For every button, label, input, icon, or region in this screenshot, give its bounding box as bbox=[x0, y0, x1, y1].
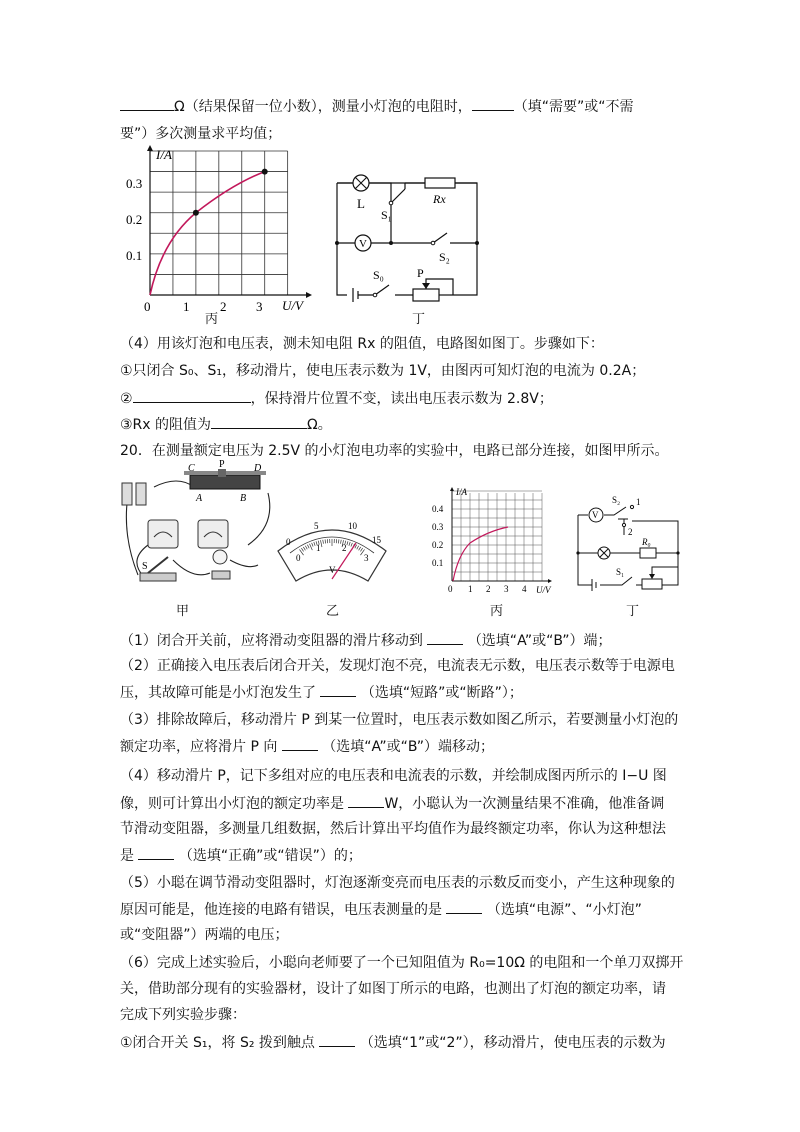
x-axis-label: U/V bbox=[536, 585, 551, 595]
y-axis-arrow bbox=[147, 145, 153, 151]
caption-bing2: 丙 bbox=[490, 604, 504, 619]
answer-blank[interactable] bbox=[348, 793, 384, 808]
resistor-r0 bbox=[640, 548, 656, 558]
q20-p5d: 或“变阻器”）两端的电压； bbox=[120, 927, 289, 943]
voltmeter-dial-yi bbox=[272, 515, 392, 595]
answer-blank[interactable] bbox=[282, 736, 318, 751]
y-tick-label: 0.2 bbox=[126, 212, 143, 227]
rheostat bbox=[642, 579, 662, 589]
slider-p bbox=[218, 469, 226, 477]
answer-blank[interactable] bbox=[211, 414, 307, 429]
chart-grid bbox=[452, 491, 542, 581]
x-tick-label: 1 bbox=[183, 299, 190, 314]
x-axis-arrow bbox=[306, 292, 312, 298]
y-tick-label: 0.1 bbox=[126, 248, 143, 263]
q20-p2b: 压，其故障可能是小灯泡发生了 （选填“短路”或“断路”）； bbox=[120, 682, 523, 703]
answer-blank[interactable] bbox=[319, 1032, 355, 1047]
q20-p3a: （3）排除故障后，移动滑片 P 到某一位置时，电压表示数如图乙所示，若要测量小灯泡的 bbox=[120, 712, 679, 728]
chart-bing bbox=[120, 145, 320, 325]
q19-part4: （4）用该灯泡和电压表，测未知电阻 Rx 的阻值，电路图如图丁。步骤如下： bbox=[120, 336, 604, 352]
circuit-ding2 bbox=[570, 495, 685, 595]
y-axis-label: I/A bbox=[156, 147, 172, 162]
label-contact-2: 2 bbox=[628, 527, 633, 537]
label-p: P bbox=[417, 266, 424, 280]
q19-line1: Ω（结果保留一位小数），测量小灯泡的电阻时， （填“需要”或“不需 bbox=[120, 96, 633, 117]
q20-p4d: 节滑动变阻器，多测量几组数据，然后计算出平均值作为最终额定功率，你认为这种想法 bbox=[120, 821, 666, 837]
caption-ding2: 丁 bbox=[626, 604, 640, 619]
x-tick-label: 3 bbox=[256, 299, 263, 314]
answer-blank[interactable] bbox=[120, 96, 174, 111]
q20-p5b: 原因可能是，他连接的电路有错误，电压表测量的是 （选填“电源”、“小灯泡” bbox=[120, 899, 642, 920]
label-p: P bbox=[219, 459, 225, 470]
label-s1: S₁ bbox=[381, 208, 392, 222]
caption-jia: 甲 bbox=[176, 604, 190, 619]
q20-intro: 20．在测量额定电压为 2.5V 的小灯泡电功率的实验中，电路已部分连接，如图甲所示。 bbox=[120, 443, 669, 459]
answer-blank[interactable] bbox=[138, 845, 174, 860]
q20-p5a: （5）小聪在调节滑动变阻器时，灯泡逐渐变亮而电压表的示数反而变小，产生这种现象的 bbox=[120, 875, 675, 891]
circuit-ding bbox=[325, 175, 490, 310]
y-axis-label: I/A bbox=[456, 487, 467, 497]
y-tick-label: 0.3 bbox=[432, 522, 444, 532]
dial-label: 3 bbox=[364, 553, 369, 563]
label-rx: Rx bbox=[433, 192, 446, 206]
rheostat bbox=[413, 289, 439, 301]
q20-p4e: 是 （选填“正确”或“错误”）的； bbox=[120, 845, 362, 866]
dial-unit: V bbox=[329, 565, 336, 575]
y-tick-label: 0.3 bbox=[126, 176, 143, 191]
q20-p4b: 像，则可计算出小灯泡的额定功率是 W，小聪认为一次测量结果不准确，他准备调 bbox=[120, 793, 664, 814]
chart-bing2 bbox=[428, 485, 563, 597]
x-tick-label: 4 bbox=[522, 584, 527, 594]
label-a: A bbox=[196, 493, 203, 504]
apparatus-jia bbox=[118, 459, 278, 595]
label-s2: S₂ bbox=[439, 250, 450, 264]
caption-bing: 丙 bbox=[205, 312, 219, 327]
caption-yi: 乙 bbox=[326, 604, 340, 619]
data-point bbox=[262, 169, 268, 175]
q20-p6c: 完成下列实验步骤： bbox=[120, 1007, 246, 1023]
dial-label: 1 bbox=[316, 543, 321, 553]
label-r0: R₀ bbox=[642, 537, 651, 547]
y-tick-label: 0.4 bbox=[432, 504, 444, 514]
label-s0: S₀ bbox=[373, 268, 384, 282]
y-tick-label: 0.1 bbox=[432, 558, 444, 568]
q19-step1: ①只闭合 S₀、S₁，移动滑片，使电压表示数为 1V，由图丙可知灯泡的电流为 0.2A； bbox=[120, 363, 646, 379]
x-tick-label: 3 bbox=[504, 584, 509, 594]
data-point bbox=[193, 210, 199, 216]
q20-p6b: 关，借助部分现有的实验器材，设计了如图丁所示的电路，也测出了灯泡的额定功率，请 bbox=[120, 981, 666, 997]
q19-step2: ② ，保持滑片位置不变，读出电压表示数为 2.8V； bbox=[120, 388, 553, 409]
switch-s1 bbox=[391, 189, 405, 203]
wire bbox=[337, 183, 347, 295]
origin-label: 0 bbox=[448, 584, 453, 594]
battery-cell bbox=[122, 483, 132, 505]
label-v: V bbox=[359, 238, 367, 250]
resistor-rx bbox=[425, 178, 455, 188]
answer-blank[interactable] bbox=[427, 630, 463, 645]
dial-label: 5 bbox=[314, 521, 319, 531]
x-tick-label: 2 bbox=[486, 584, 491, 594]
ammeter bbox=[148, 520, 178, 548]
label-d: D bbox=[254, 463, 262, 474]
q20-p2a: （2）正确接入电压表后闭合开关，发现灯泡不亮，电流表无示数，电压表示数等于电源电 bbox=[120, 658, 675, 674]
battery bbox=[353, 288, 358, 302]
answer-blank[interactable] bbox=[472, 96, 514, 111]
switch-s2 bbox=[433, 233, 447, 243]
label-v: V bbox=[592, 510, 599, 520]
battery-cell bbox=[136, 483, 146, 505]
answer-blank[interactable] bbox=[320, 682, 356, 697]
q20-p4a: （4）移动滑片 P，记下多组对应的电压表和电流表的示数，并绘制成图丙所示的 I−U 图 bbox=[120, 768, 667, 784]
label-c: C bbox=[188, 463, 195, 474]
answer-blank[interactable] bbox=[133, 388, 251, 403]
slider-arrow bbox=[422, 283, 430, 289]
dial-label: 2 bbox=[342, 543, 347, 553]
dial-label: 0 bbox=[296, 553, 301, 563]
x-axis-label: U/V bbox=[282, 298, 303, 313]
q20-p3b: 额定功率，应将滑片 P 向 （选填“A”或“B”）端移动； bbox=[120, 736, 494, 757]
x-tick-label: 1 bbox=[468, 584, 473, 594]
label-lamp: L bbox=[357, 196, 365, 211]
label-s: S bbox=[142, 561, 148, 572]
dial-label: 15 bbox=[372, 535, 381, 545]
lamp bbox=[213, 550, 227, 564]
label-b: B bbox=[240, 493, 247, 504]
answer-blank[interactable] bbox=[446, 899, 482, 914]
dial-label: 0 bbox=[286, 537, 291, 547]
q19-step3: ③Rx 的阻值为 Ω。 bbox=[120, 414, 332, 435]
voltmeter bbox=[198, 520, 228, 548]
q19-line2: 要”）多次测量求平均值； bbox=[120, 126, 282, 142]
y-tick-label: 0.2 bbox=[432, 540, 444, 550]
dial-label: 10 bbox=[348, 521, 357, 531]
q20-p6d: ①闭合开关 S₁，将 S₂ 拨到触点 （选填“1”或“2”），移动滑片，使电压表的示数为 bbox=[120, 1032, 666, 1053]
label-contact-1: 1 bbox=[636, 497, 641, 507]
switch-base bbox=[140, 573, 176, 581]
label-s2: S₂ bbox=[612, 495, 621, 505]
caption-ding: 丁 bbox=[412, 312, 426, 327]
q20-p6a: （6）完成上述实验后，小聪向老师要了一个已知阻值为 R₀=10Ω 的电阻和一个单刀双掷开 bbox=[120, 955, 684, 971]
q20-p1: （1）闭合开关前，应将滑动变阻器的滑片移动到 （选填“A”或“B”）端； bbox=[120, 630, 612, 651]
label-s1: S₁ bbox=[616, 567, 625, 577]
rheostat bbox=[190, 475, 260, 489]
x-tick-label: 2 bbox=[220, 299, 227, 314]
origin-label: 0 bbox=[144, 299, 151, 314]
